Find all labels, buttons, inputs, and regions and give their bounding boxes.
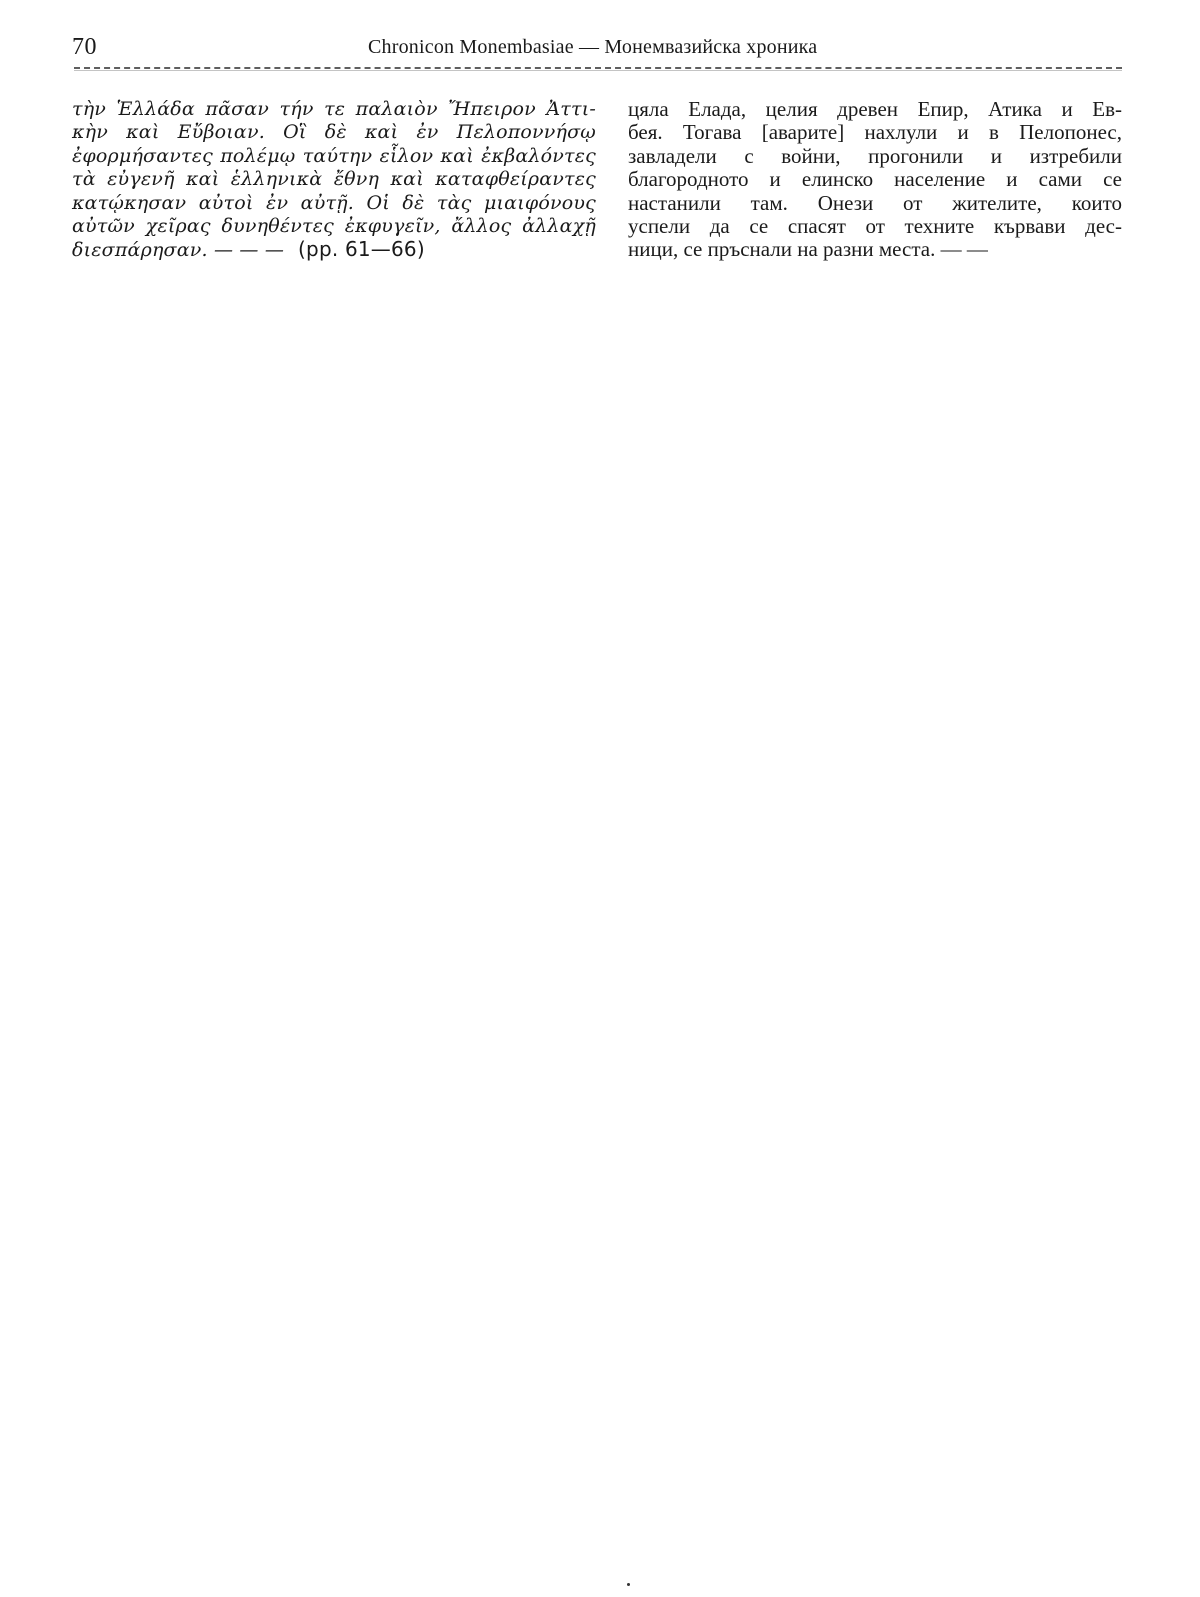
bulgarian-line: завладели с войни, прогонили и изтребили	[628, 143, 1122, 168]
greek-line: αὐτῶν χεῖρας δυνηθέντες ἐκφυγεῖν, ἄλλος ἀλλαχῇ	[72, 214, 596, 237]
greek-line-last	[72, 238, 596, 261]
bulgarian-line: успели да се спасят от техните кървави дес-	[628, 213, 1122, 238]
greek-line: ἐφορμήσαντες πολέμῳ ταύτην εἷλον καὶ ἐκβαλόντες	[72, 144, 596, 167]
bulgarian-line: настанили там. Онези от жителите, които	[628, 190, 1122, 215]
bulgarian-line-last: ници, се пръснали на разни места. — —	[628, 237, 988, 262]
bulgarian-line: бея. Тогава [аварите] нахлули и в Пелопонес,	[628, 120, 1122, 145]
greek-line: κατῴκησαν αὐτοὶ ἐν αὐτῇ. Οἱ δὲ τὰς μιαιφόνους	[72, 191, 596, 214]
greek-line: κὴν καὶ Εὔβοιαν. Οἳ δὲ καὶ ἐν Πελοποννήσῳ	[72, 121, 596, 144]
greek-line-text: διεσπάρησαν. — — —	[72, 239, 285, 262]
header-rule	[74, 67, 1122, 69]
greek-line: τὰ εὐγενῆ καὶ ἑλληνικὰ ἔθνη καὶ καταφθείραντες	[72, 168, 596, 191]
greek-text-column	[72, 98, 596, 262]
bulgarian-text-column	[628, 98, 1122, 262]
bulgarian-line: благородното и елинско население и сами се	[628, 167, 1122, 192]
page-reference: (pp. 61—66)	[298, 237, 425, 262]
header-rule-shadow	[74, 70, 1122, 71]
scan-speck	[627, 1583, 630, 1586]
bulgarian-line: цяла Елада, целия древен Епир, Атика и Ев-	[628, 97, 1122, 121]
page-number: 70	[72, 34, 97, 60]
greek-line: τὴν Ἑλλάδα πᾶσαν τήν τε παλαιὸν Ἤπειρον Ἀττι-	[72, 98, 596, 120]
running-head: Chronicon Monembasiae — Монемвазийска хроника	[368, 36, 818, 58]
